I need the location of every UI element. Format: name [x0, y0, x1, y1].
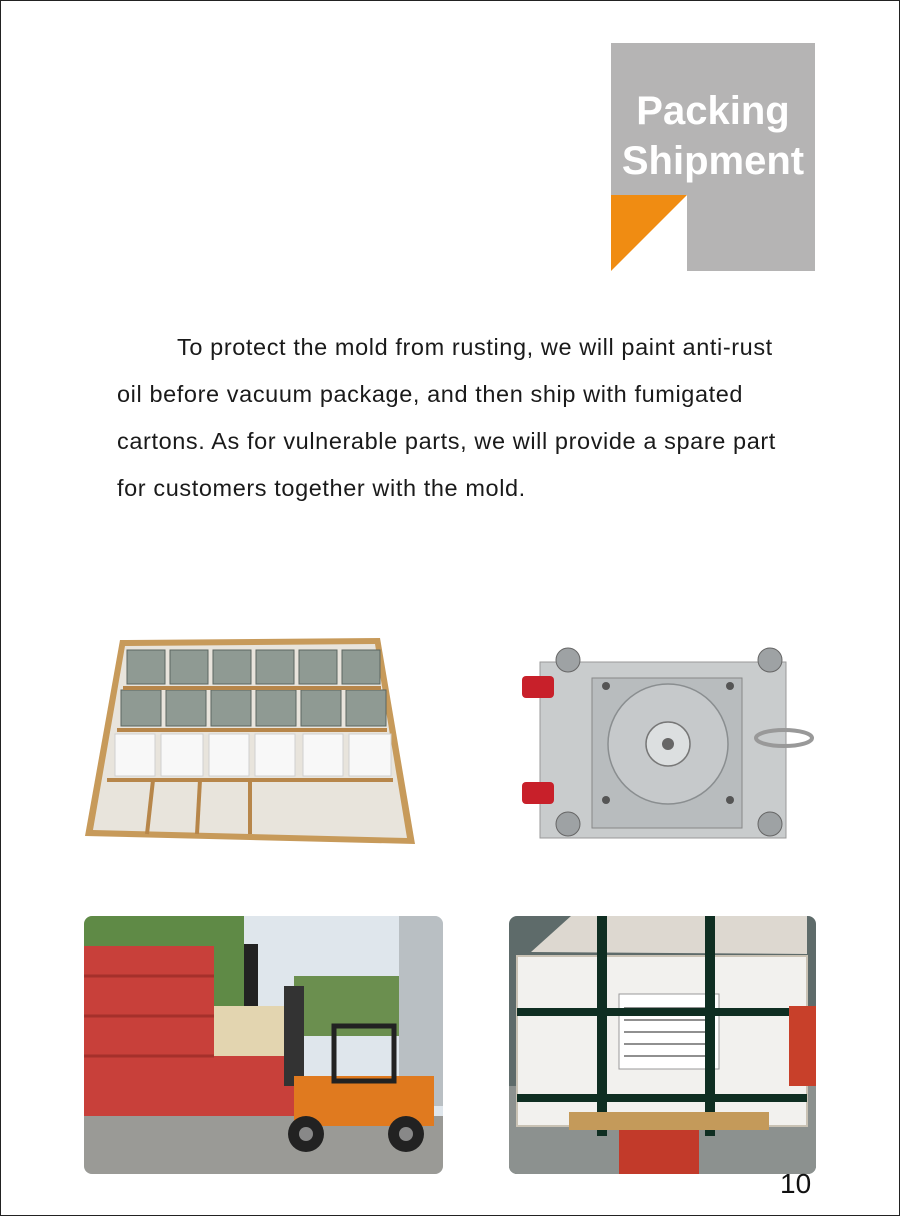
photo-truck-loading	[84, 916, 443, 1174]
photo-mold	[520, 640, 816, 840]
section-title-block	[611, 43, 815, 271]
title-line-1: Packing	[636, 89, 790, 133]
description-paragraph: To protect the mold from rusting, we will paint anti-rust oil before vacuum package, and then ship with fumigated cartons. As for vulnerable parts, we will provide a spare part for customers together with the mold.	[117, 334, 776, 501]
orange-fold-corner	[611, 195, 687, 271]
description-text	[117, 324, 797, 512]
section-title	[611, 86, 815, 186]
photo-strapped-crate	[509, 916, 816, 1174]
photo-parts-crate	[85, 636, 415, 846]
page-number: 10	[780, 1168, 812, 1199]
title-line-2: Shipment	[621, 139, 805, 183]
